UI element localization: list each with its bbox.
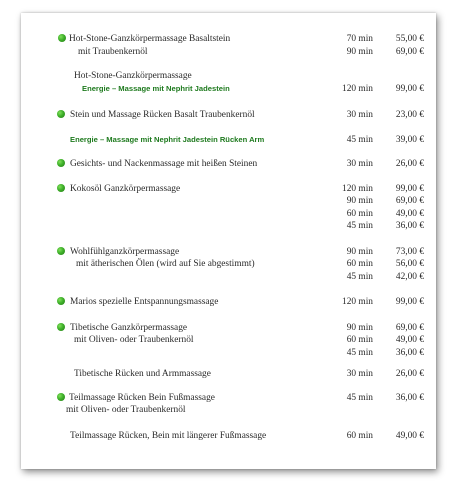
treatment-name: Energie – Massage mit Nephrit Jadestein Rücken Arm <box>70 135 265 144</box>
duration: 90 min <box>346 196 373 206</box>
list-item <box>21 334 436 346</box>
treatment-name: mit ätherischen Ölen (wird auf Sie abgestimmt) <box>76 259 255 269</box>
green-bullet-icon <box>57 297 65 305</box>
price: 36,00 € <box>395 348 424 358</box>
treatment-name: mit Traubenkernöl <box>78 47 148 57</box>
treatment-name: Kokosöl Ganzkörpermassage <box>70 184 181 194</box>
green-bullet-icon <box>58 34 66 42</box>
duration: 70 min <box>346 34 373 44</box>
duration: 45 min <box>346 221 373 231</box>
list-item <box>21 183 436 195</box>
duration: 30 min <box>346 110 373 120</box>
duration: 60 min <box>346 259 373 269</box>
price: 55,00 € <box>395 34 424 44</box>
list-item <box>21 134 436 146</box>
list-item <box>21 33 436 45</box>
duration: 45 min <box>346 135 373 145</box>
list-item <box>21 347 436 359</box>
list-item <box>21 404 436 416</box>
duration: 90 min <box>346 247 373 257</box>
price: 49,00 € <box>395 335 424 345</box>
duration: 90 min <box>346 323 373 333</box>
price: 36,00 € <box>395 221 424 231</box>
duration: 60 min <box>346 335 373 345</box>
green-bullet-icon <box>57 184 65 192</box>
list-item <box>21 195 436 207</box>
price: 56,00 € <box>395 259 424 269</box>
price: 69,00 € <box>395 196 424 206</box>
price: 73,00 € <box>395 247 424 257</box>
treatment-name: mit Oliven- oder Traubenkernöl <box>66 405 186 415</box>
treatment-name: Teilmassage Rücken, Bein mit längerer Fußmassage <box>70 431 267 441</box>
price: 99,00 € <box>395 84 424 94</box>
price: 42,00 € <box>395 272 424 282</box>
price: 36,00 € <box>395 393 424 403</box>
price: 39,00 € <box>395 135 424 145</box>
duration: 45 min <box>346 348 373 358</box>
treatment-name: Marios spezielle Entspannungsmassage <box>70 297 219 307</box>
list-item <box>21 296 436 308</box>
list-item <box>21 109 436 121</box>
list-item <box>21 158 436 170</box>
treatment-name: Tibetische Ganzkörpermassage <box>70 323 188 333</box>
green-bullet-icon <box>57 323 65 331</box>
price: 49,00 € <box>395 209 424 219</box>
treatment-name: Energie – Massage mit Nephrit Jadestein <box>82 84 230 93</box>
treatment-name: Teilmassage Rücken Bein Fußmassage <box>69 393 215 403</box>
treatment-name: mit Oliven- oder Traubenkernöl <box>74 335 194 345</box>
green-bullet-icon <box>57 393 65 401</box>
green-bullet-icon <box>57 110 65 118</box>
list-item <box>21 46 436 58</box>
price: 69,00 € <box>395 47 424 57</box>
list-item <box>21 220 436 232</box>
price: 26,00 € <box>395 369 424 379</box>
price: 26,00 € <box>395 159 424 169</box>
duration: 60 min <box>346 209 373 219</box>
duration: 45 min <box>346 272 373 282</box>
price: 69,00 € <box>395 323 424 333</box>
treatment-name: Tibetische Rücken und Armmassage <box>74 369 211 379</box>
treatment-name: Gesichts- und Nackenmassage mit heißen Steinen <box>70 159 258 169</box>
duration: 45 min <box>346 393 373 403</box>
list-item <box>21 208 436 220</box>
list-item <box>21 430 436 442</box>
treatment-name: Hot-Stone-Ganzkörpermassage Basaltstein <box>69 34 231 44</box>
price-list-page <box>21 13 436 469</box>
price: 49,00 € <box>395 431 424 441</box>
duration: 30 min <box>346 159 373 169</box>
list-item <box>21 246 436 258</box>
list-item <box>21 392 436 404</box>
duration: 30 min <box>346 369 373 379</box>
list-item <box>21 322 436 334</box>
treatment-name: Stein und Massage Rücken Basalt Traubenkernöl <box>70 110 255 120</box>
duration: 60 min <box>346 431 373 441</box>
list-item <box>21 70 436 82</box>
duration: 120 min <box>342 84 373 94</box>
list-item <box>21 83 436 95</box>
green-bullet-icon <box>57 159 65 167</box>
price: 99,00 € <box>395 297 424 307</box>
duration: 120 min <box>342 297 373 307</box>
treatment-name: Hot-Stone-Ganzkörpermassage <box>74 71 192 81</box>
duration: 90 min <box>346 47 373 57</box>
green-bullet-icon <box>57 247 65 255</box>
duration: 120 min <box>342 184 373 194</box>
treatment-name: Wohlfühlganzkörpermassage <box>70 247 180 257</box>
list-item <box>21 271 436 283</box>
list-item <box>21 368 436 380</box>
price: 99,00 € <box>395 184 424 194</box>
list-item <box>21 258 436 270</box>
price: 23,00 € <box>395 110 424 120</box>
